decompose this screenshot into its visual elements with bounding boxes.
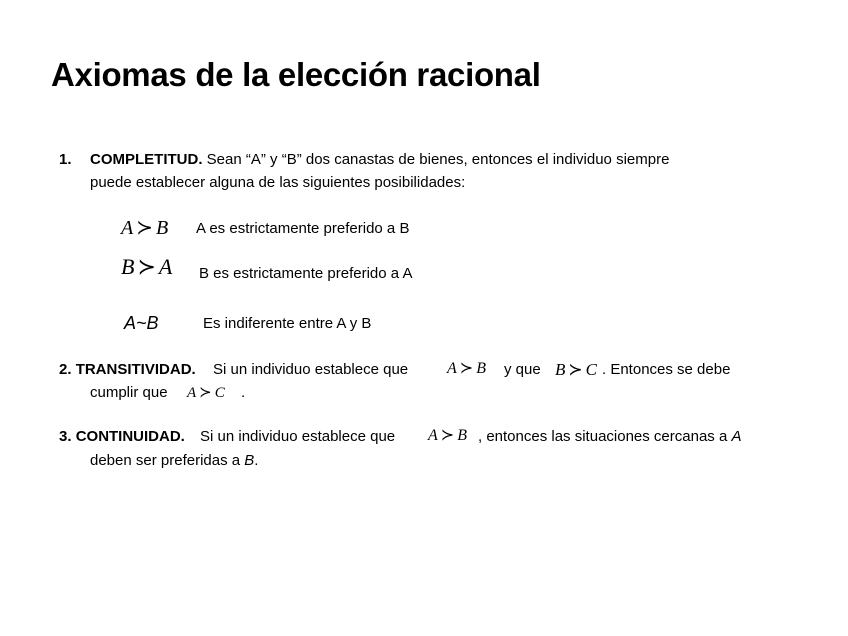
axiom-3-title: CONTINUIDAD. bbox=[75, 428, 185, 445]
succ-symbol: ≻ bbox=[136, 217, 153, 239]
axiom-1-heading: COMPLETITUD. bbox=[90, 151, 203, 168]
expr-right: C bbox=[214, 385, 225, 401]
case-1-left: A bbox=[121, 217, 134, 239]
axiom-3-text-a: Si un individuo establece que bbox=[200, 428, 396, 445]
case-1-description: A es estrictamente preferido a B bbox=[196, 220, 410, 237]
expr-right: B bbox=[457, 427, 467, 444]
expr-left: B bbox=[555, 360, 566, 379]
case-1-right: B bbox=[155, 217, 169, 239]
axiom-2-text-a: Si un individuo establece que bbox=[213, 361, 409, 378]
slide-title: Axiomas de la elección racional bbox=[51, 56, 541, 93]
case-3-description: Es indiferente entre A y B bbox=[203, 315, 372, 332]
axiom-2-title: TRANSITIVIDAD. bbox=[75, 361, 196, 378]
axiom-3-line-1-end bbox=[478, 428, 742, 446]
axiom-2-text-e: . bbox=[241, 384, 246, 401]
axiom-1-line-1 bbox=[90, 151, 669, 169]
expr-left: A bbox=[187, 385, 197, 401]
axiom-1-line-2: puede establecer alguna de las siguientes posibilidades: bbox=[90, 174, 466, 191]
axiom-1-text: Sean “A” y “B” dos canastas de bienes, entonces el individuo siempre bbox=[202, 151, 670, 168]
axiom-3-italic-b: B bbox=[244, 452, 255, 469]
succ-symbol: ≻ bbox=[199, 385, 212, 401]
axiom-2-text-b: y que bbox=[504, 361, 541, 378]
succ-symbol: ≻ bbox=[568, 360, 583, 379]
succ-symbol: ≻ bbox=[440, 427, 455, 444]
succ-symbol: ≻ bbox=[459, 360, 474, 377]
succ-symbol: ≻ bbox=[137, 254, 156, 279]
axiom-1-number: 1. bbox=[59, 151, 72, 168]
expr-left: A bbox=[428, 427, 438, 444]
case-2-expression bbox=[121, 256, 172, 278]
case-2-right: A bbox=[158, 254, 173, 279]
axiom-3-italic-a: A bbox=[731, 428, 742, 445]
case-3-expression: A~B bbox=[124, 313, 159, 333]
axiom-2-expression-3 bbox=[187, 386, 225, 401]
expr-right: C bbox=[585, 360, 597, 379]
expr-right: B bbox=[476, 360, 486, 377]
axiom-3-text-c: deben ser preferidas a bbox=[90, 452, 241, 469]
axiom-3-expression bbox=[428, 428, 467, 444]
axiom-2-heading bbox=[59, 361, 196, 379]
axiom-3-heading bbox=[59, 428, 185, 446]
axiom-3-text-d: . bbox=[254, 452, 259, 469]
axiom-2-expression-2 bbox=[555, 361, 597, 378]
axiom-2-text-c: . Entonces se debe bbox=[602, 361, 731, 378]
axiom-2-expression-1 bbox=[447, 361, 486, 377]
case-2-left: B bbox=[121, 254, 135, 279]
axiom-2-text-d: cumplir que bbox=[90, 384, 168, 401]
axiom-2-number: 2. bbox=[59, 361, 72, 378]
case-1-expression bbox=[121, 218, 168, 238]
axiom-3-line-2 bbox=[90, 452, 258, 470]
axiom-3-text-b: , entonces las situaciones cercanas a bbox=[478, 428, 728, 445]
case-2-description: B es estrictamente preferido a A bbox=[199, 265, 413, 282]
expr-left: A bbox=[447, 360, 457, 377]
axiom-3-number: 3. bbox=[59, 428, 72, 445]
